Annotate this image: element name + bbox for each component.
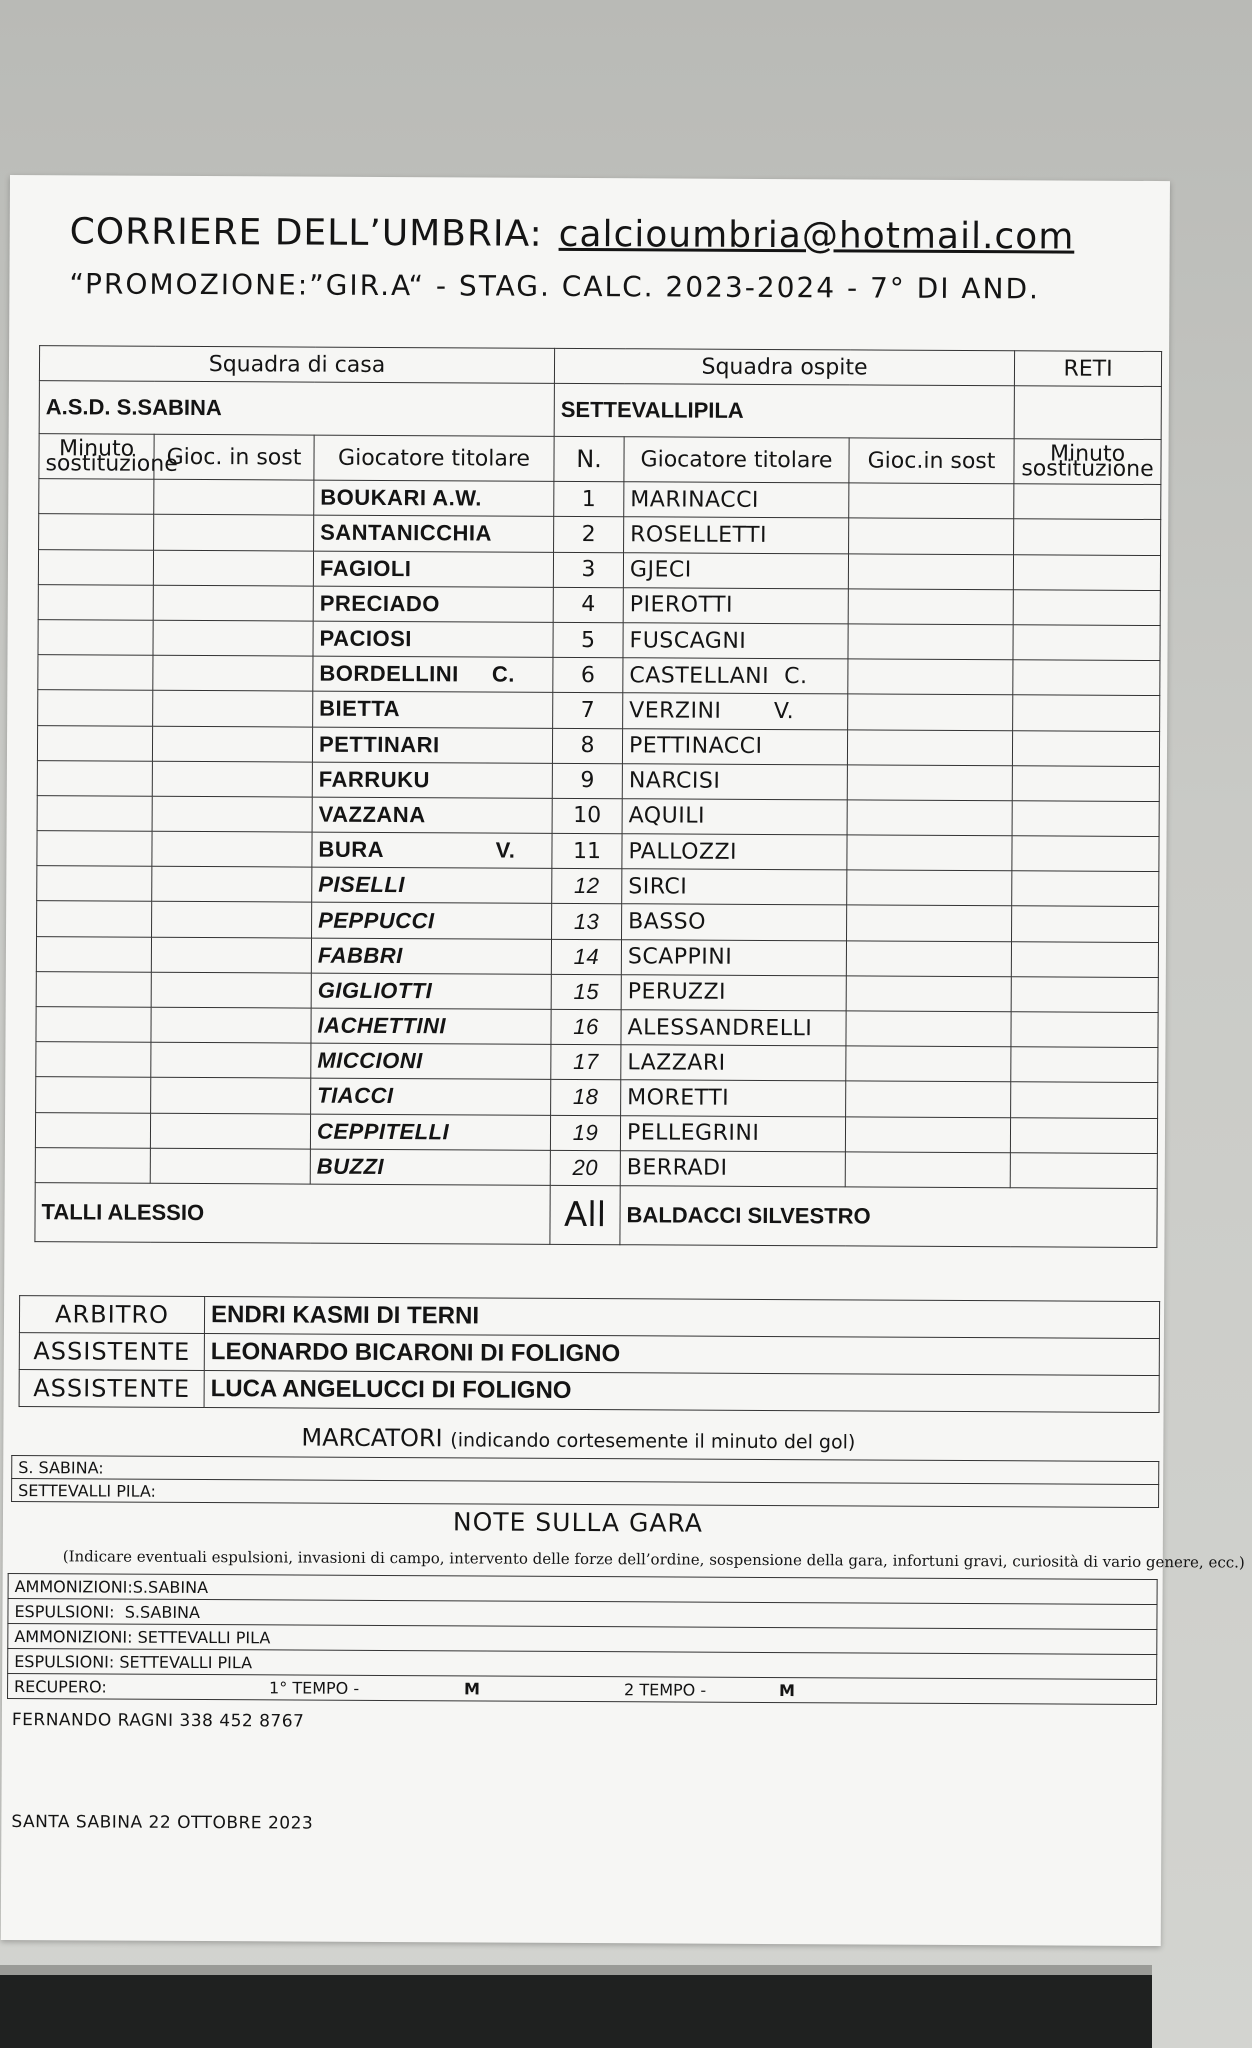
- scorers-title: [3, 1422, 1153, 1456]
- home-minute-cell: [36, 1042, 151, 1078]
- lineup-row: [38, 620, 1160, 661]
- away-sub-cell: [847, 870, 1012, 906]
- home-coach: TALLI ALESSIO: [35, 1183, 550, 1245]
- email-address: calcioumbria@hotmail.com: [558, 213, 1075, 258]
- home-scorers-row: S. SABINA:: [12, 1456, 1159, 1485]
- shirt-number: 6: [553, 657, 623, 693]
- shirt-number: 2: [554, 517, 624, 553]
- home-minute-cell: [39, 514, 154, 550]
- away-player: SIRCI: [622, 869, 847, 905]
- shirt-number: 18: [551, 1080, 621, 1116]
- away-player: PELLEGRINI: [620, 1115, 845, 1151]
- home-minute-cell: [35, 1112, 150, 1148]
- first-half-label: 1° TEMPO -: [269, 1677, 360, 1698]
- home-player: MICCIONI: [311, 1043, 551, 1079]
- lineup-row: [36, 1077, 1158, 1118]
- shirt-number: 19: [550, 1115, 620, 1151]
- lineup-row: [37, 760, 1159, 801]
- official-role: ASSISTENTE: [19, 1333, 204, 1371]
- home-sub-cell: [152, 902, 312, 938]
- away-sub-cell: [848, 553, 1013, 589]
- away-player: GJECI: [623, 552, 848, 588]
- away-sub-cell: [848, 694, 1013, 730]
- shirt-number: 15: [551, 974, 621, 1010]
- official-name: LUCA ANGELUCCI DI FOLIGNO: [204, 1371, 1159, 1413]
- shirt-number: 9: [552, 763, 622, 799]
- home-sub-cell: [152, 726, 312, 762]
- away-sub-cell: [846, 1011, 1011, 1047]
- away-minute-cell: [1011, 977, 1158, 1013]
- first-half-unit: M: [464, 1678, 481, 1698]
- away-minute-sub-header: Minuto sostituzione: [1014, 439, 1161, 485]
- away-minute-cell: [1011, 1082, 1158, 1118]
- home-player: PRECIADO: [313, 586, 553, 622]
- desk-bottom: [0, 1975, 1152, 2048]
- official-row: [19, 1333, 1159, 1376]
- home-minute-cell: [36, 971, 151, 1007]
- away-coach: BALDACCI SILVESTRO: [620, 1186, 1157, 1248]
- shirt-number: 3: [553, 552, 623, 588]
- lineup-row: [38, 655, 1160, 696]
- home-player: FARRUKU: [312, 762, 552, 798]
- home-sub-cell: [153, 620, 313, 656]
- lineup-row: [38, 549, 1160, 590]
- away-sub-cell: [845, 1116, 1010, 1152]
- home-player: BORDELLINI C.: [313, 656, 553, 692]
- lineup-row: [37, 796, 1159, 837]
- lineup-row: [37, 866, 1159, 907]
- official-row: [19, 1370, 1159, 1413]
- home-minute-cell: [36, 936, 151, 972]
- away-scorers-row: SETTEVALLI PILA:: [12, 1479, 1159, 1508]
- home-sub-cell: [152, 831, 312, 867]
- home-minute-cell: [38, 655, 153, 691]
- second-half-label: 2 TEMPO -: [624, 1679, 707, 1700]
- scorers-heading: MARCATORI: [301, 1423, 443, 1453]
- away-player: PETTINACCI: [622, 728, 847, 764]
- away-minute-cell: [1012, 836, 1159, 872]
- lineup-row: [37, 725, 1159, 766]
- shirt-number: 17: [551, 1045, 621, 1081]
- away-player: AQUILI: [622, 799, 847, 835]
- away-team-name: SETTEVALLIPILA: [554, 384, 1014, 439]
- away-player: NARCISI: [622, 763, 847, 799]
- home-minute-cell: [37, 760, 152, 796]
- away-minute-cell: [1010, 1117, 1157, 1153]
- newspaper-name: CORRIERE DELL’UMBRIA:: [69, 211, 543, 255]
- shirt-number: 10: [552, 798, 622, 834]
- shirt-number: 11: [552, 833, 622, 869]
- notes-title: NOTE SULLA GARA: [452, 1507, 704, 1538]
- notes-row: AMMONIZIONI:S.SABINA: [8, 1574, 1157, 1605]
- officials-table: [19, 1295, 1161, 1413]
- home-player: BUZZI: [310, 1149, 550, 1185]
- home-player: PEPPUCCI: [312, 903, 552, 939]
- home-minute-cell: [38, 549, 153, 585]
- away-sub-cell: [846, 1081, 1011, 1117]
- home-minute-cell: [39, 479, 154, 515]
- home-player: VAZZANA: [312, 797, 552, 833]
- home-minute-cell: [36, 1007, 151, 1043]
- home-sub-cell: [153, 691, 313, 727]
- home-player: FABBRI: [311, 938, 551, 974]
- home-player: PISELLI: [312, 867, 552, 903]
- home-minute-cell: [36, 1077, 151, 1113]
- home-sub-cell: [150, 1113, 310, 1149]
- shirt-number: 20: [550, 1150, 620, 1186]
- away-minute-cell: [1014, 519, 1161, 555]
- home-player: FAGIOLI: [313, 551, 553, 587]
- starter-header: Giocatore titolare: [314, 435, 554, 481]
- home-player: BOUKARI A.W.: [314, 480, 554, 516]
- away-minute-cell: [1013, 554, 1160, 590]
- away-sub-cell: [847, 765, 1012, 801]
- lineup-row: [36, 971, 1158, 1012]
- away-player: PIEROTTI: [623, 587, 848, 623]
- lineup-row: [38, 690, 1160, 731]
- shirt-number: 5: [553, 622, 623, 658]
- scorers-table: [11, 1455, 1159, 1508]
- official-row: [19, 1296, 1159, 1339]
- home-sub-cell: [151, 1042, 311, 1078]
- notes-hint: (Indicare eventuali espulsioni, invasioni di campo, intervento delle forze dell’ordine, sospensione della gara, infortuni gravi, curiosità di vario genere, ecc.): [62, 1547, 1245, 1572]
- away-minute-cell: [1013, 660, 1160, 696]
- home-sub-cell: [153, 550, 313, 586]
- away-player: ALESSANDRELLI: [621, 1010, 846, 1046]
- official-role: ARBITRO: [19, 1296, 204, 1334]
- away-sub-cell: [846, 976, 1011, 1012]
- recovery-label: RECUPERO:: [14, 1676, 107, 1697]
- home-minute-cell: [37, 796, 152, 832]
- league-header: “PROMOZIONE:”GIR.A“ - STAG. CALC. 2023-2024 - 7° DI AND.: [69, 267, 1041, 306]
- goals-cell: [1014, 386, 1161, 440]
- away-sub-cell: [848, 589, 1013, 625]
- home-sub-cell: [152, 867, 312, 903]
- shirt-number: 14: [551, 939, 621, 975]
- away-sub-player-header: Gioc.in sost: [849, 438, 1014, 484]
- away-starter-header: Giocatore titolare: [624, 437, 849, 483]
- official-role: ASSISTENTE: [19, 1370, 204, 1408]
- home-player: BURA V.: [312, 832, 552, 868]
- home-sub-cell: [152, 761, 312, 797]
- away-sub-cell: [847, 800, 1012, 836]
- shirt-number: 8: [552, 728, 622, 764]
- minute-sub-header: Minuto sostituzione: [39, 434, 154, 480]
- home-sub-cell: [153, 585, 313, 621]
- lineup-row: [38, 584, 1160, 625]
- shirt-number: 16: [551, 1009, 621, 1045]
- away-player: BASSO: [622, 904, 847, 940]
- home-sub-cell: [153, 655, 313, 691]
- away-sub-cell: [846, 941, 1011, 977]
- away-player: PALLOZZI: [622, 834, 847, 870]
- home-player: IACHETTINI: [311, 1008, 551, 1044]
- away-player: ROSELLETTI: [624, 517, 849, 553]
- away-minute-cell: [1011, 1012, 1158, 1048]
- away-sub-cell: [847, 729, 1012, 765]
- notes-table: [7, 1573, 1158, 1705]
- away-player: VERZINI V.: [623, 693, 848, 729]
- away-player: MARINACCI: [624, 482, 849, 518]
- away-minute-cell: [1013, 625, 1160, 661]
- sub-player-header: Gioc. in sost: [154, 434, 314, 480]
- official-name: LEONARDO BICARONI DI FOLIGNO: [204, 1334, 1159, 1376]
- number-header: N.: [554, 437, 624, 482]
- away-player: MORETTI: [621, 1080, 846, 1116]
- home-team-name: A.S.D. S.SABINA: [39, 381, 554, 437]
- away-minute-cell: [1014, 484, 1161, 520]
- home-minute-cell: [37, 831, 152, 867]
- home-sub-cell: [154, 479, 314, 515]
- shirt-number: 13: [552, 904, 622, 940]
- away-sub-cell: [848, 624, 1013, 660]
- lineup-row: [39, 514, 1161, 555]
- official-name: ENDRI KASMI DI TERNI: [204, 1297, 1159, 1339]
- lineup-row: [36, 1007, 1158, 1048]
- lineup-table: [34, 345, 1162, 1248]
- recovery-row: [8, 1674, 1157, 1705]
- lineup-row: [37, 831, 1159, 872]
- home-minute-cell: [37, 725, 152, 761]
- away-sub-cell: [849, 518, 1014, 554]
- notes-row: ESPULSIONI: S.SABINA: [8, 1599, 1157, 1630]
- home-player: GIGLIOTTI: [311, 973, 551, 1009]
- shirt-number: 1: [554, 482, 624, 518]
- home-minute-cell: [38, 620, 153, 656]
- away-team-label: Squadra ospite: [554, 348, 1014, 386]
- home-sub-cell: [151, 937, 311, 973]
- home-sub-cell: [151, 972, 311, 1008]
- home-minute-cell: [37, 901, 152, 937]
- away-sub-cell: [848, 659, 1013, 695]
- away-minute-cell: [1012, 730, 1159, 766]
- away-minute-cell: [1013, 695, 1160, 731]
- away-minute-cell: [1013, 590, 1160, 626]
- away-minute-cell: [1011, 1047, 1158, 1083]
- away-player: LAZZARI: [621, 1045, 846, 1081]
- home-player: SANTANICCHIA: [314, 515, 554, 551]
- home-minute-cell: [38, 584, 153, 620]
- away-sub-cell: [847, 905, 1012, 941]
- away-player: SCAPPINI: [621, 939, 846, 975]
- coach-label: All: [550, 1185, 620, 1244]
- goals-label: RETI: [1014, 351, 1161, 387]
- away-minute-cell: [1012, 906, 1159, 942]
- home-player: BIETTA: [313, 691, 553, 727]
- away-minute-cell: [1012, 801, 1159, 837]
- away-sub-cell: [846, 1046, 1011, 1082]
- notes-row: ESPULSIONI: SETTEVALLI PILA: [8, 1649, 1157, 1680]
- home-sub-cell: [151, 1078, 311, 1114]
- home-sub-cell: [154, 515, 314, 551]
- home-minute-cell: [38, 690, 153, 726]
- shirt-number: 12: [552, 869, 622, 905]
- shirt-number: 4: [553, 587, 623, 623]
- home-player: PETTINARI: [312, 727, 552, 763]
- lineup-row: [37, 901, 1159, 942]
- match-report-sheet: [1, 175, 1245, 1946]
- home-player: CEPPITELLI: [310, 1114, 550, 1150]
- home-team-label: Squadra di casa: [39, 346, 554, 384]
- contact-info: FERNANDO RAGNI 338 452 8767: [11, 1710, 305, 1732]
- home-player: PACIOSI: [313, 621, 553, 657]
- home-minute-cell: [35, 1147, 150, 1183]
- coach-row: [35, 1183, 1157, 1248]
- second-half-unit: M: [779, 1680, 796, 1700]
- away-minute-cell: [1010, 1153, 1157, 1189]
- home-sub-cell: [150, 1148, 310, 1184]
- shirt-number: 7: [553, 693, 623, 729]
- away-sub-cell: [849, 483, 1014, 519]
- away-minute-cell: [1012, 765, 1159, 801]
- lineup-row: [39, 479, 1161, 520]
- lineup-row: [35, 1147, 1157, 1188]
- away-player: FUSCAGNI: [623, 623, 848, 659]
- away-player: PERUZZI: [621, 975, 846, 1011]
- home-player: TIACCI: [311, 1078, 551, 1114]
- away-player: BERRADI: [620, 1150, 845, 1186]
- scorers-note: (indicando cortesemente il minuto del gol): [450, 1429, 856, 1454]
- away-sub-cell: [845, 1152, 1010, 1188]
- away-player: CASTELLANI C.: [623, 658, 848, 694]
- lineup-row: [36, 936, 1158, 977]
- home-minute-cell: [37, 866, 152, 902]
- newspaper-header: [70, 211, 1075, 257]
- away-minute-cell: [1012, 871, 1159, 907]
- lineup-row: [35, 1112, 1157, 1153]
- notes-row: AMMONIZIONI: SETTEVALLI PILA: [8, 1624, 1157, 1655]
- place-date: SANTA SABINA 22 OTTOBRE 2023: [11, 1812, 314, 1834]
- away-sub-cell: [847, 835, 1012, 871]
- lineup-row: [36, 1042, 1158, 1083]
- home-sub-cell: [152, 796, 312, 832]
- home-sub-cell: [151, 1007, 311, 1043]
- away-minute-cell: [1011, 941, 1158, 977]
